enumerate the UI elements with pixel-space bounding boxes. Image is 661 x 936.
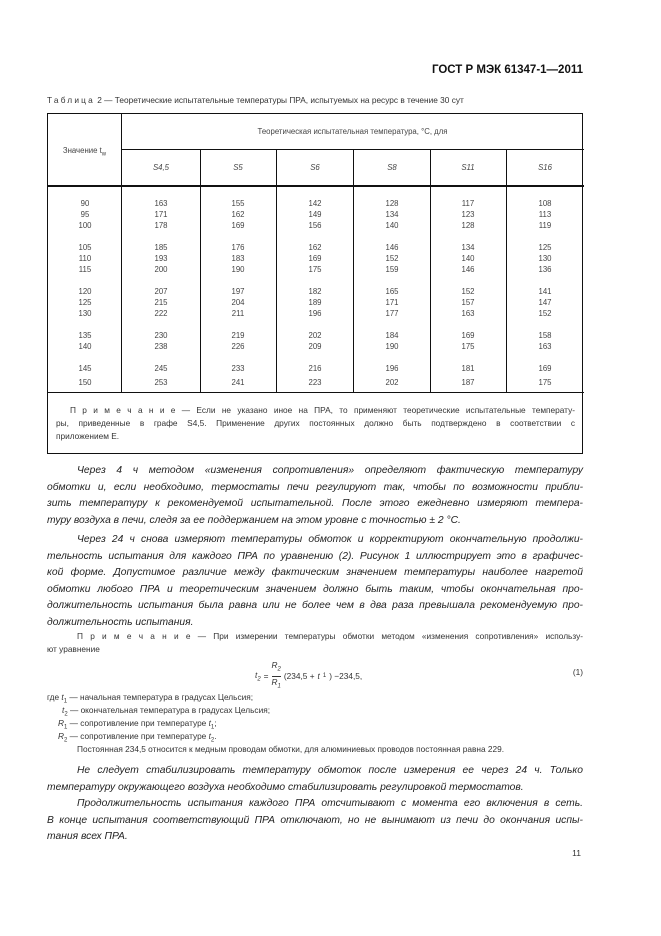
document-id: ГОСТ Р МЭК 61347-1—2011 [431,64,583,76]
group-header: Теоретическая испытательная температура, °С, для [257,127,448,136]
table-cell: 163 [538,342,552,351]
table-cell: 110 [78,254,92,263]
table-cell: 171 [154,210,168,219]
table-cell: 175 [538,377,552,387]
paragraph-line: Не следует стабилизировать температуру обмоток после измерения ее через 24 ч. Только [77,765,583,776]
table-cell: 146 [461,265,475,274]
table-cell: 238 [154,342,168,351]
table-cell: 215 [154,298,168,307]
table-cell: 128 [385,199,399,208]
table-cell: 135 [78,331,92,340]
table-cell: 141 [538,287,552,296]
table-cell: 130 [78,309,92,318]
table-cell: 175 [461,342,475,351]
column-header-S16: S16 [538,163,552,172]
table-cell: 253 [154,377,168,387]
table-cell: 177 [385,309,399,318]
table-cell: 136 [538,265,552,274]
table-cell: 152 [461,287,475,296]
table-cell: 241 [231,377,245,387]
table-cell: 169 [461,331,475,340]
paragraph-line: зить температуру к рекомендуемой испытательной. После этого ежедневно измеряют темпера- [47,498,583,510]
table-cell: 152 [538,309,552,318]
column-header-S11: S11 [461,163,475,172]
table-cell: 181 [461,364,475,373]
table-cell: 197 [231,287,245,296]
table-cell: 196 [385,364,399,373]
table-cell: 178 [154,221,168,230]
table-cell: 169 [231,221,245,230]
table-cell: 162 [308,243,322,252]
paragraph-line: тания всех ПРА. [47,831,128,843]
equation-number: (1) [572,667,583,677]
table-cell: 162 [231,210,245,219]
paragraph-line: кой форме. Допустимое различие между фактическим значением температуры наиболее нагретой [47,567,583,579]
table-cell: 216 [308,364,322,373]
table-cell: 128 [461,221,475,230]
temperature-table [47,113,583,454]
constant-note: Постоянная 234,5 относится к медным проводам обмотки, для алюминиевых проводов постоянная равна 229. [77,744,505,754]
table-cell: 184 [385,331,399,340]
paragraph-line: температуру окружающего воздуха необходимо стабилизировать регулировкой термостатов. [47,781,524,793]
table-cell: 115 [78,265,92,274]
paragraph-line: Продолжительность испытания каждого ПРА отсчитывают с момента его включения в сеть. [77,798,583,809]
table-cell: 165 [385,287,399,296]
page-number: 11 [572,848,581,858]
table-cell: 196 [308,309,322,318]
formula: $t_2$ = $R_2$ $R_1$ (234,5 + t 1 ) −234,5, [255,660,363,690]
table-cell: 134 [385,210,399,219]
table-cell: 223 [308,377,322,387]
paragraph-line: Через 24 ч снова измеряют температуры обмоток и корректируют окончательную продолжи- [77,534,583,545]
paragraph-line: обмотки любого ПРА и теоретическим значением должно быть таким, чтобы окончательная про- [47,583,583,595]
table-cell: 163 [154,199,168,208]
table-cell: 169 [308,254,322,263]
column-header-S4,5: S4,5 [152,163,170,172]
table-cell: 175 [308,265,322,274]
table-cell: 182 [308,287,322,296]
table-cell: 156 [308,221,322,230]
table-cell: 90 [80,199,90,208]
table-cell: 209 [308,342,322,351]
table-cell: 163 [461,309,475,318]
table-cell: 123 [461,210,475,219]
first-column-header: Значение $t_w$ [62,146,107,158]
table-cell: 202 [385,377,399,387]
table-cell: 204 [231,298,245,307]
where-line: где $t_1$ — начальная температура в градусах Цельсия; [47,692,254,705]
where-line: $R_2$ — сопротивление при температуре $t_2$. [58,731,217,744]
column-header-S5: S5 [233,163,243,172]
table-cell: 130 [538,254,552,263]
table-cell: 146 [385,243,399,252]
table-cell: 157 [461,298,475,307]
table-cell: 207 [154,287,168,296]
where-line: $R_1$ — сопротивление при температуре $t_1$; [58,718,217,731]
table-cell: 222 [154,309,168,318]
table-cell: 117 [461,199,475,208]
table-cell: 142 [308,199,322,208]
table-cell: 233 [231,364,245,373]
paragraph-line: В конце испытания соответствующий ПРА отключают, но не вынимают из печи до окончания испы- [47,814,583,826]
table-cell: 189 [308,298,322,307]
table-cell: 147 [538,298,552,307]
table-cell: 145 [78,364,92,373]
table-note-line: приложением Е. [56,431,120,441]
table-cell: 119 [538,221,552,230]
table-cell: 108 [538,199,552,208]
table-cell: 226 [231,342,245,351]
note-line: ют уравнение [47,644,100,654]
table-cell: 155 [231,199,245,208]
table-caption-label: Таблица [47,95,95,105]
table-cell: 158 [538,331,552,340]
paragraph-line: обмотки и, если необходимо, термостаты печи регулируют так, чтобы по возможности прибли- [47,481,583,493]
table-cell: 193 [154,254,168,263]
table-note-line: П р и м е ч а н и е — Если не указано иное на ПРА, то применяют теоретические испытательные температу- [70,405,575,415]
table-cell: 140 [385,221,399,230]
table-cell: 190 [385,342,399,351]
table-cell: 159 [385,265,399,274]
table-cell: 120 [78,287,92,296]
column-header-S6: S6 [310,163,320,172]
table-cell: 140 [461,254,475,263]
table-cell: 190 [231,265,245,274]
table-caption [47,95,464,105]
table-cell: 183 [231,254,245,263]
table-cell: 169 [538,364,552,373]
table-cell: 105 [78,243,92,252]
paragraph-line: должительность испытания была равна или не более чем в два раза превышала рекомендуемую про- [47,600,583,612]
table-cell: 219 [231,331,245,340]
table-cell: 230 [154,331,168,340]
column-header-S8: S8 [387,163,397,172]
table-cell: 95 [80,210,90,219]
table-cell: 149 [308,210,322,219]
table-cell: 113 [538,210,552,219]
table-cell: 211 [231,309,245,318]
paragraph-line: тельность испытания для каждого ПРА по уравнению (2). Рисунок 1 иллюстрирует это в графичес- [47,550,583,562]
paragraph-line: туру воздуха в печи, следя за ее поддержанием на этом уровне с точностью ± 2 °С. [47,514,461,526]
table-cell: 134 [461,243,475,252]
note-line: П р и м е ч а н и е — При измерении температуры обмотки методом «изменения сопротивления» использу- [77,631,583,641]
paragraph-line: Через 4 ч методом «изменения сопротивления» определяют фактическую температуру [77,465,583,476]
table-cell: 185 [154,243,168,252]
paragraph-line: должительность испытания. [47,617,194,628]
table-cell: 100 [78,221,92,230]
table-cell: 200 [154,265,168,274]
table-cell: 140 [78,342,92,351]
table-cell: 171 [385,298,399,307]
table-cell: 125 [538,243,552,252]
table-cell: 152 [385,254,399,263]
table-note-line: ры, приведенные в графе S4,5. Применение других постоянных должно быть подтверждено в соответствии с [56,418,575,428]
table-caption-text: 2 — Теоретические испытательные температуры ПРА, испытуемых на ресурс в течение 30 сут [97,95,464,105]
table-cell: 176 [231,243,245,252]
table-cell: 150 [78,377,92,387]
table-cell: 245 [154,364,168,373]
table-cell: 187 [461,377,475,387]
table-cell: 125 [78,298,92,307]
where-line: $t_2$ — окончательная температура в градусах Цельсия; [62,705,271,718]
table-cell: 202 [308,331,322,340]
